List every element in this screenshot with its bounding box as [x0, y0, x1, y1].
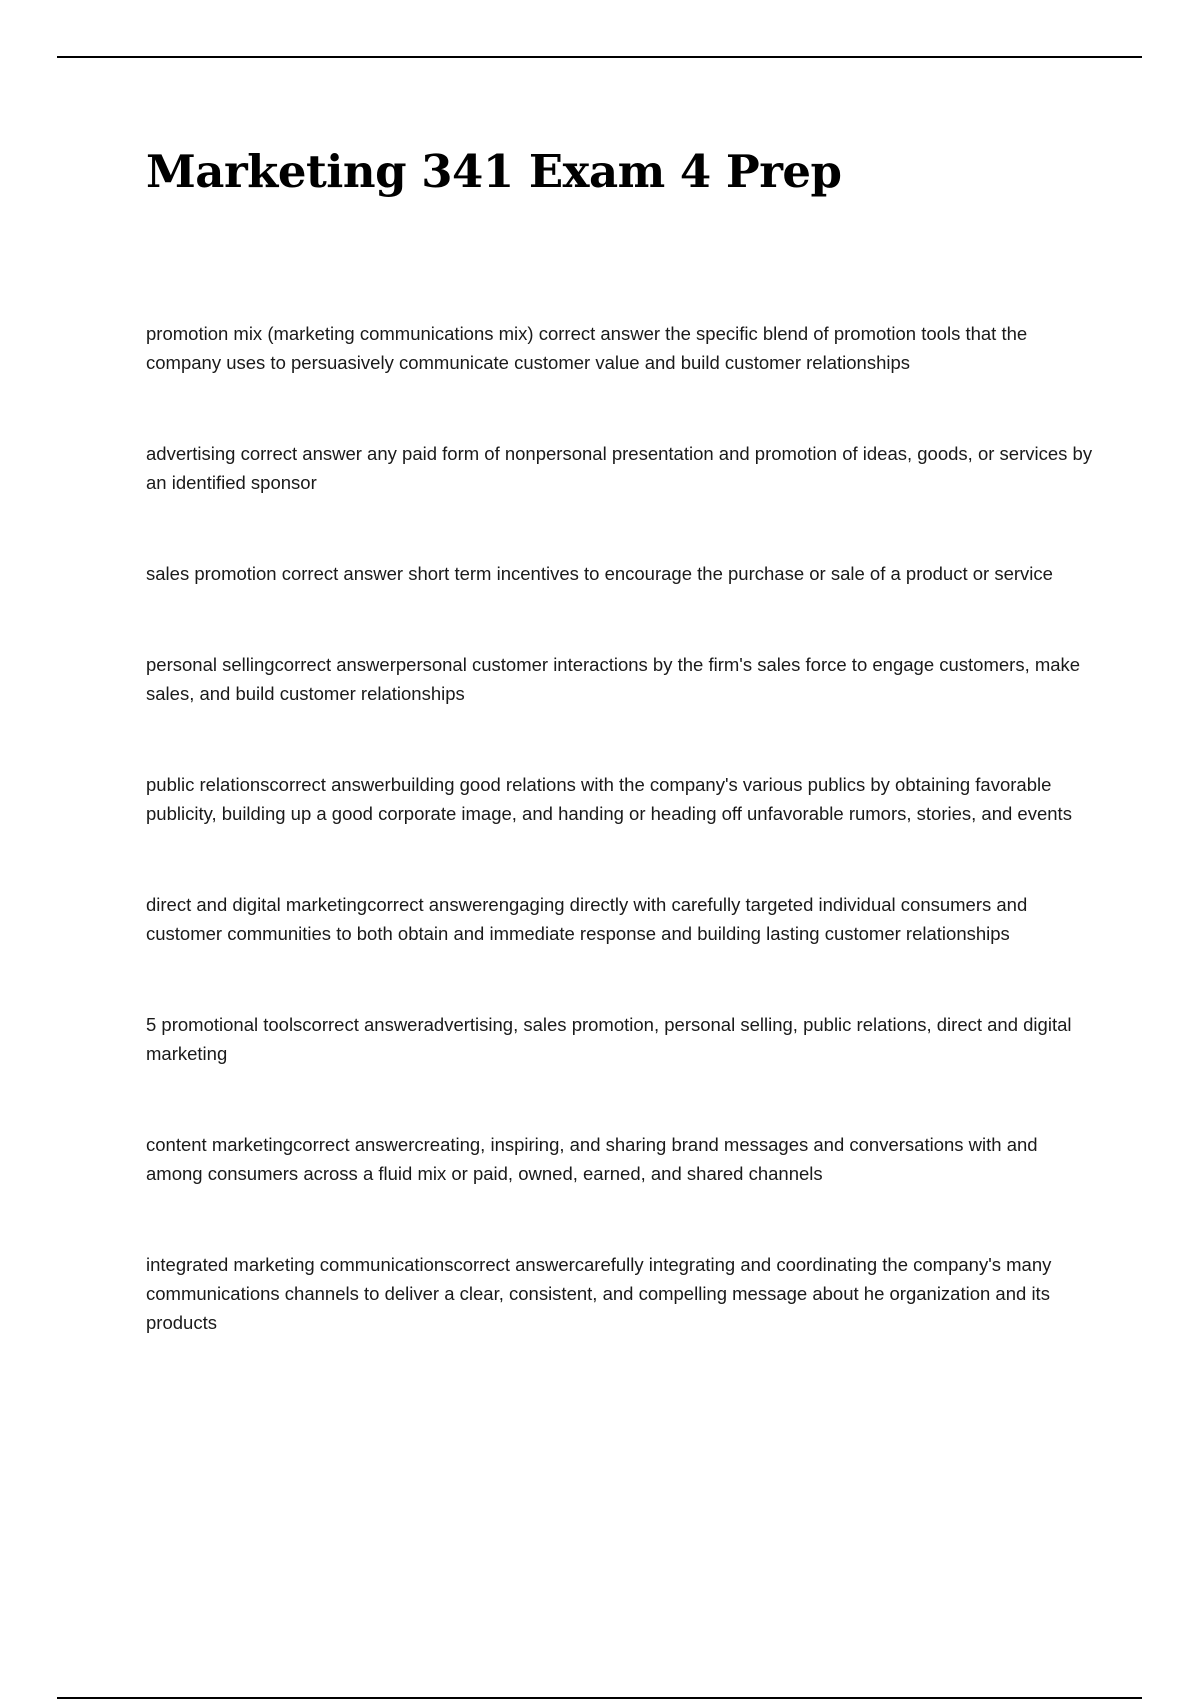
entry-promotion-mix: promotion mix (marketing communications mix) correct answer the specific blend of promotion tools that the company uses to persuasively communicate customer value and build customer relationships [146, 323, 1028, 373]
page-title: Marketing 341 Exam 4 Prep [146, 145, 842, 198]
top-rule [57, 56, 1142, 58]
entry-promotional-tools: 5 promotional toolscorrect answeradvertising, sales promotion, personal selling, public relations, direct and digital marketing [146, 1014, 1072, 1064]
entry-personal-selling: personal sellingcorrect answerpersonal customer interactions by the firm's sales force to engage customers, make sales, and build customer relationships [146, 654, 1081, 704]
entry-list [146, 319, 1096, 1399]
entry-direct-digital-marketing: direct and digital marketingcorrect answerengaging directly with carefully targeted individual consumers and customer communities to both obtain and immediate response and building lasting customer relationships [146, 894, 1028, 944]
entry-advertising: advertising correct answer any paid form of nonpersonal presentation and promotion of ideas, goods, or services by an identified sponsor [146, 443, 1093, 493]
entry-content-marketing: content marketingcorrect answercreating, inspiring, and sharing brand messages and conversations with and among consumers across a fluid mix or paid, owned, earned, and shared channels [146, 1134, 1038, 1184]
entry-integrated-marketing-communications: integrated marketing communicationscorrect answercarefully integrating and coordinating the company's many communications channels to deliver a clear, consistent, and compelling message about he organization and its products [146, 1254, 1052, 1333]
entry-public-relations: public relationscorrect answerbuilding good relations with the company's various publics by obtaining favorable publicity, building up a good corporate image, and handing or heading off unfavorable rumors, stories, and events [146, 774, 1072, 824]
entry-sales-promotion: sales promotion correct answer short term incentives to encourage the purchase or sale of a product or service [146, 563, 1053, 584]
bottom-rule [57, 1697, 1142, 1699]
